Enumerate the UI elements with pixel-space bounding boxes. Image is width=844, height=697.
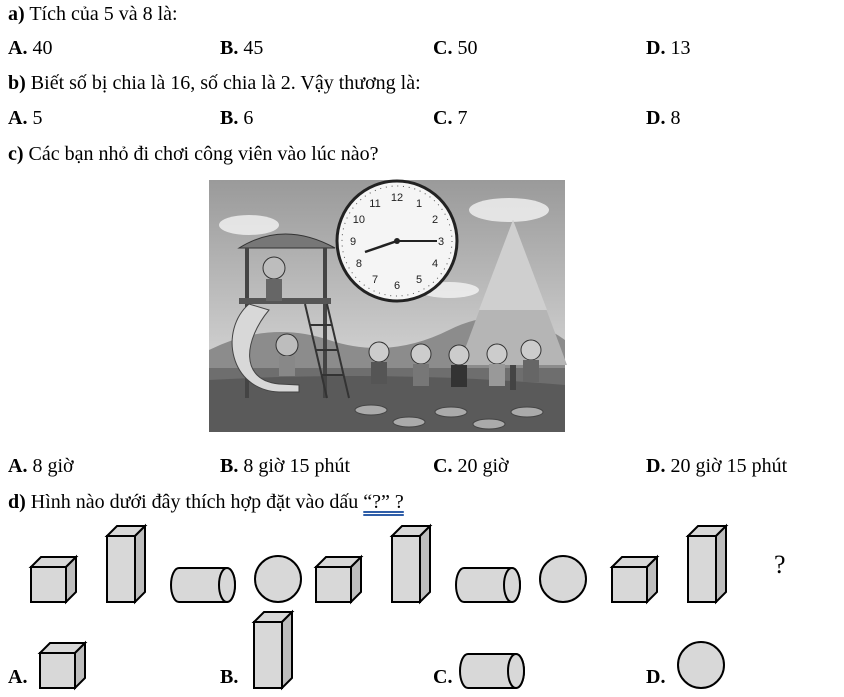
option-text: 13 <box>670 37 691 59</box>
option-text: 8 giờ 15 phút <box>243 455 351 477</box>
option-a-B[interactable] <box>220 36 263 60</box>
prism-shape <box>688 526 726 602</box>
question-b-label: b) <box>8 72 26 94</box>
option-text: 5 <box>32 107 43 129</box>
option-text: 8 <box>670 107 681 129</box>
option-letter: B. <box>220 666 239 688</box>
option-letter: B. <box>220 107 239 129</box>
cube-shape <box>316 557 361 602</box>
answer-shapes <box>0 610 844 695</box>
option-letter: C. <box>433 666 453 688</box>
option-text: 20 giờ 15 phút <box>670 455 788 477</box>
option-letter: C. <box>433 37 453 59</box>
option-letter: D. <box>646 107 666 129</box>
option-letter: A. <box>8 666 28 688</box>
question-a <box>8 2 178 26</box>
sphere-shape <box>678 642 724 688</box>
option-a-D[interactable] <box>646 36 690 60</box>
option-a-C[interactable] <box>433 36 477 60</box>
option-letter: A. <box>8 455 28 477</box>
clock-numeral: 11 <box>369 197 381 210</box>
question-d-text: Hình nào dưới đây thích hợp đặt vào dấu <box>30 491 364 513</box>
clock-numeral: 10 <box>352 214 366 226</box>
option-b-D[interactable] <box>646 106 680 130</box>
clock-numeral: 7 <box>371 274 379 287</box>
clock-numeral: 9 <box>349 236 357 248</box>
option-b-A[interactable] <box>8 106 42 130</box>
question-b-text: Biết số bị chia là 16, số chia là 2. Vậy thương là: <box>30 72 421 94</box>
question-c-text: Các bạn nhỏ đi chơi công viên vào lúc nào? <box>28 143 379 165</box>
option-c-D[interactable] <box>646 454 787 478</box>
park-illustration <box>209 180 565 432</box>
cube-shape <box>31 557 76 602</box>
cylinder-shape <box>171 568 235 602</box>
option-letter: C. <box>433 455 453 477</box>
option-letter: D. <box>646 666 666 688</box>
question-a-text: Tích của 5 và 8 là: <box>29 3 178 25</box>
option-letter: B. <box>220 37 239 59</box>
prism-shape <box>107 526 145 602</box>
prism-shape <box>392 526 430 602</box>
sphere-shape <box>255 556 301 602</box>
option-b-C[interactable] <box>433 106 467 130</box>
option-text: 45 <box>243 37 264 59</box>
option-text: 40 <box>32 37 53 59</box>
option-text: 6 <box>243 107 254 129</box>
shape-sequence <box>0 520 844 615</box>
question-c <box>8 142 378 166</box>
cylinder-shape <box>460 654 524 688</box>
clock-numeral: 5 <box>415 274 423 287</box>
option-letter: B. <box>220 455 239 477</box>
question-d <box>8 490 404 514</box>
clock-numeral: 12 <box>390 192 404 204</box>
sphere-shape <box>540 556 586 602</box>
prism-shape <box>254 612 292 688</box>
cube-shape <box>40 643 85 688</box>
option-b-B[interactable] <box>220 106 253 130</box>
option-letter: C. <box>433 107 453 129</box>
question-c-label: c) <box>8 143 24 165</box>
question-b <box>8 71 421 95</box>
option-c-C[interactable] <box>433 454 509 478</box>
cube-shape <box>612 557 657 602</box>
question-a-label: a) <box>8 3 25 25</box>
option-text: 50 <box>457 37 478 59</box>
clock-numeral: 2 <box>432 214 439 226</box>
clock-numeral: 1 <box>415 197 423 210</box>
option-letter: D. <box>646 455 666 477</box>
option-text: 8 giờ <box>32 455 74 477</box>
clock-numeral: 6 <box>393 280 401 292</box>
option-letter: D. <box>646 37 666 59</box>
option-text: 20 giờ <box>457 455 509 477</box>
option-c-B[interactable] <box>220 454 350 478</box>
option-c-A[interactable] <box>8 454 74 478</box>
question-d-link[interactable]: “?” ? <box>363 491 404 513</box>
sequence-question-mark: ? <box>774 550 786 579</box>
option-text: 7 <box>457 107 468 129</box>
clock-numeral: 3 <box>437 236 445 248</box>
question-d-label: d) <box>8 491 26 513</box>
option-letter: A. <box>8 37 28 59</box>
option-a-A[interactable] <box>8 36 52 60</box>
clock-numeral: 4 <box>432 258 439 270</box>
cylinder-shape <box>456 568 520 602</box>
clock-numeral: 8 <box>355 258 362 270</box>
option-letter: A. <box>8 107 28 129</box>
wall-clock <box>337 181 457 301</box>
